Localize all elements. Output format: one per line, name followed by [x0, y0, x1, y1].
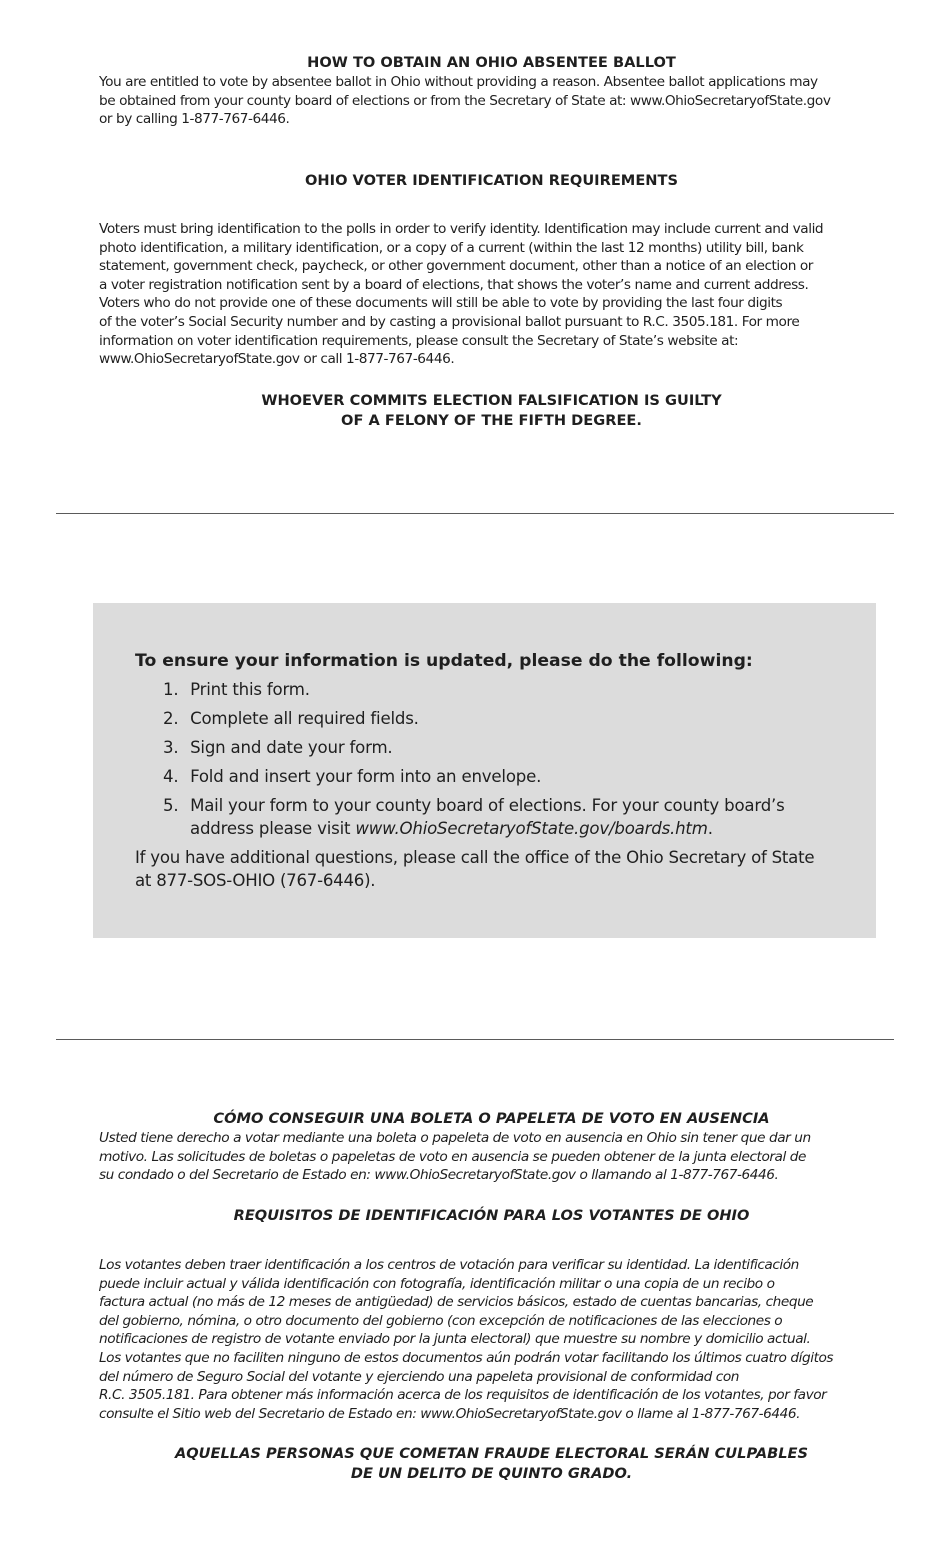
- step-item: [163, 736, 855, 759]
- step-continuation-text: address please visit: [190, 819, 356, 838]
- spanish-voter-id-line: R.C. 3505.181. Para obtener más información acerca de los requisitos de identificación de los votantes, por favor: [99, 1387, 827, 1404]
- step-item: [163, 765, 855, 788]
- instructions-steps: [135, 678, 855, 840]
- absentee-section: [99, 53, 884, 129]
- absentee-text: [99, 73, 884, 129]
- warning-line: OF A FELONY OF THE FIFTH DEGREE.: [341, 412, 642, 429]
- step-text: Fold and insert your form into an envelope.: [190, 767, 542, 786]
- step-number: 4.: [163, 767, 179, 786]
- footer-line: If you have additional questions, please call the office of the Ohio Secretary of State: [135, 848, 815, 867]
- voter-id-title: OHIO VOTER IDENTIFICATION REQUIREMENTS: [305, 172, 678, 189]
- instructions-box: [93, 603, 876, 938]
- spanish-absentee-line: Usted tiene derecho a votar mediante una boleta o papeleta de voto en ausencia en Ohio sin tener que dar un: [99, 1130, 811, 1146]
- spanish-voter-id-line: Los votantes deben traer identificación a los centros de votación para verificar su identidad. La identificación: [99, 1257, 799, 1273]
- spanish-voter-id-text: [99, 1256, 884, 1423]
- absentee-line: You are entitled to vote by absentee ballot in Ohio without providing a reason. Absentee ballot applications may: [99, 74, 818, 90]
- spanish-absentee-line: motivo. Las solicitudes de boletas o papeletas de voto en ausencia se pueden obtener de la junta electoral de: [99, 1148, 806, 1165]
- step-text: Print this form.: [190, 680, 310, 699]
- voter-id-line: Voters who do not provide one of these documents will still be able to vote by providing the last four digits: [99, 295, 783, 312]
- step-number: 3.: [163, 738, 179, 757]
- boards-link[interactable]: www.OhioSecretaryofState.gov/boards.htm: [355, 819, 708, 838]
- voter-id-line: Voters must bring identification to the polls in order to verify identity. Identification may include current and valid: [99, 221, 824, 237]
- step-number: 1.: [163, 680, 179, 699]
- spanish-voter-id-line: del gobierno, nómina, o otro documento del gobierno (con excepción de notificaciones de las elecciones o: [99, 1312, 783, 1329]
- spanish-voter-id-line: puede incluir actual y válida identificación con fotografía, identificación militar o una copia de un recibo o: [99, 1275, 775, 1292]
- absentee-line: be obtained from your county board of elections or from the Secretary of State at: www.OhioSecretaryofState.gov: [99, 92, 831, 109]
- spanish-absentee-title: CÓMO CONSEGUIR UNA BOLETA O PAPELETA DE VOTO EN AUSENCIA: [213, 1110, 770, 1127]
- divider-bottom: [56, 1039, 894, 1040]
- voter-id-body: [99, 220, 884, 369]
- step-text: Complete all required fields.: [190, 709, 419, 728]
- warning-line: WHOEVER COMMITS ELECTION FALSIFICATION IS GUILTY: [261, 392, 722, 409]
- instructions-title: To ensure your information is updated, please do the following:: [135, 651, 753, 671]
- step-item: [163, 678, 855, 701]
- divider-top: [56, 513, 894, 514]
- spanish-voter-id-body: [99, 1256, 884, 1423]
- absentee-title: HOW TO OBTAIN AN OHIO ABSENTEE BALLOT: [307, 54, 676, 71]
- voter-id-line: statement, government check, paycheck, or other government document, other than a notice of an election or: [99, 258, 813, 275]
- step-item: [163, 794, 855, 840]
- spanish-warning-line: DE UN DELITO DE QUINTO GRADO.: [350, 1465, 633, 1482]
- spanish-voter-id-line: consulte el Sitio web del Secretario de Estado en: www.OhioSecretaryofState.gov o llame al 1-877-767-6446.: [99, 1405, 801, 1422]
- voter-id-line: information on voter identification requirements, please consult the Secretary of State’s website at:: [99, 332, 739, 349]
- footer-line: at 877-SOS-OHIO (767-6446).: [135, 871, 376, 890]
- absentee-line: or by calling 1-877-767-6446.: [99, 111, 290, 128]
- voter-id-line: www.OhioSecretaryofState.gov or call 1-877-767-6446.: [99, 351, 455, 368]
- instructions-footer: [135, 846, 855, 892]
- spanish-voter-id-line: del número de Seguro Social del votante y ejerciendo una papeleta provisional de conformidad con: [99, 1368, 740, 1385]
- step-continuation: [163, 817, 855, 840]
- spanish-absentee-text: [99, 1129, 884, 1185]
- voter-id-section: [99, 171, 884, 191]
- step-item: [163, 707, 855, 730]
- spanish-warning-line: AQUELLAS PERSONAS QUE COMETAN FRAUDE ELECTORAL SERÁN CULPABLES: [174, 1445, 809, 1462]
- voter-id-text: [99, 220, 884, 369]
- spanish-voter-id-line: Los votantes que no faciliten ninguno de estos documentos aún podrán votar facilitando los últimos cuatro dígitos: [99, 1349, 834, 1366]
- voter-id-line: photo identification, a military identification, or a copy of a current (within the last 12 months) utility bill, bank: [99, 239, 804, 256]
- spanish-voter-id-section: [99, 1206, 884, 1226]
- spanish-absentee-line: su condado o del Secretario de Estado en: www.OhioSecretaryofState.gov o llamando al 1-877-767-6446.: [99, 1167, 779, 1184]
- step-continuation-suffix: .: [707, 819, 713, 838]
- voter-id-line: a voter registration notification sent by a board of elections, that shows the voter’s name and current address.: [99, 276, 809, 293]
- spanish-voter-id-line: notificaciones de registro de votante enviado por la junta electoral) que muestre su nombre y domicilio actual.: [99, 1331, 811, 1348]
- spanish-voter-id-title: REQUISITOS DE IDENTIFICACIÓN PARA LOS VOTANTES DE OHIO: [233, 1207, 750, 1224]
- spanish-falsification-warning: [99, 1444, 884, 1484]
- step-number: 2.: [163, 709, 179, 728]
- spanish-voter-id-line: factura actual (no más de 12 meses de antigüedad) de servicios básicos, estado de cuentas bancarias, cheque: [99, 1294, 814, 1311]
- falsification-warning: [99, 391, 884, 431]
- spanish-absentee-section: [99, 1109, 884, 1185]
- step-text: Mail your form to your county board of elections. For your county board’s: [190, 796, 785, 815]
- voter-id-line: of the voter’s Social Security number and by casting a provisional ballot pursuant to R.C. 3505.181. For more: [99, 313, 800, 330]
- step-number: 5.: [163, 796, 179, 815]
- step-text: Sign and date your form.: [190, 738, 393, 757]
